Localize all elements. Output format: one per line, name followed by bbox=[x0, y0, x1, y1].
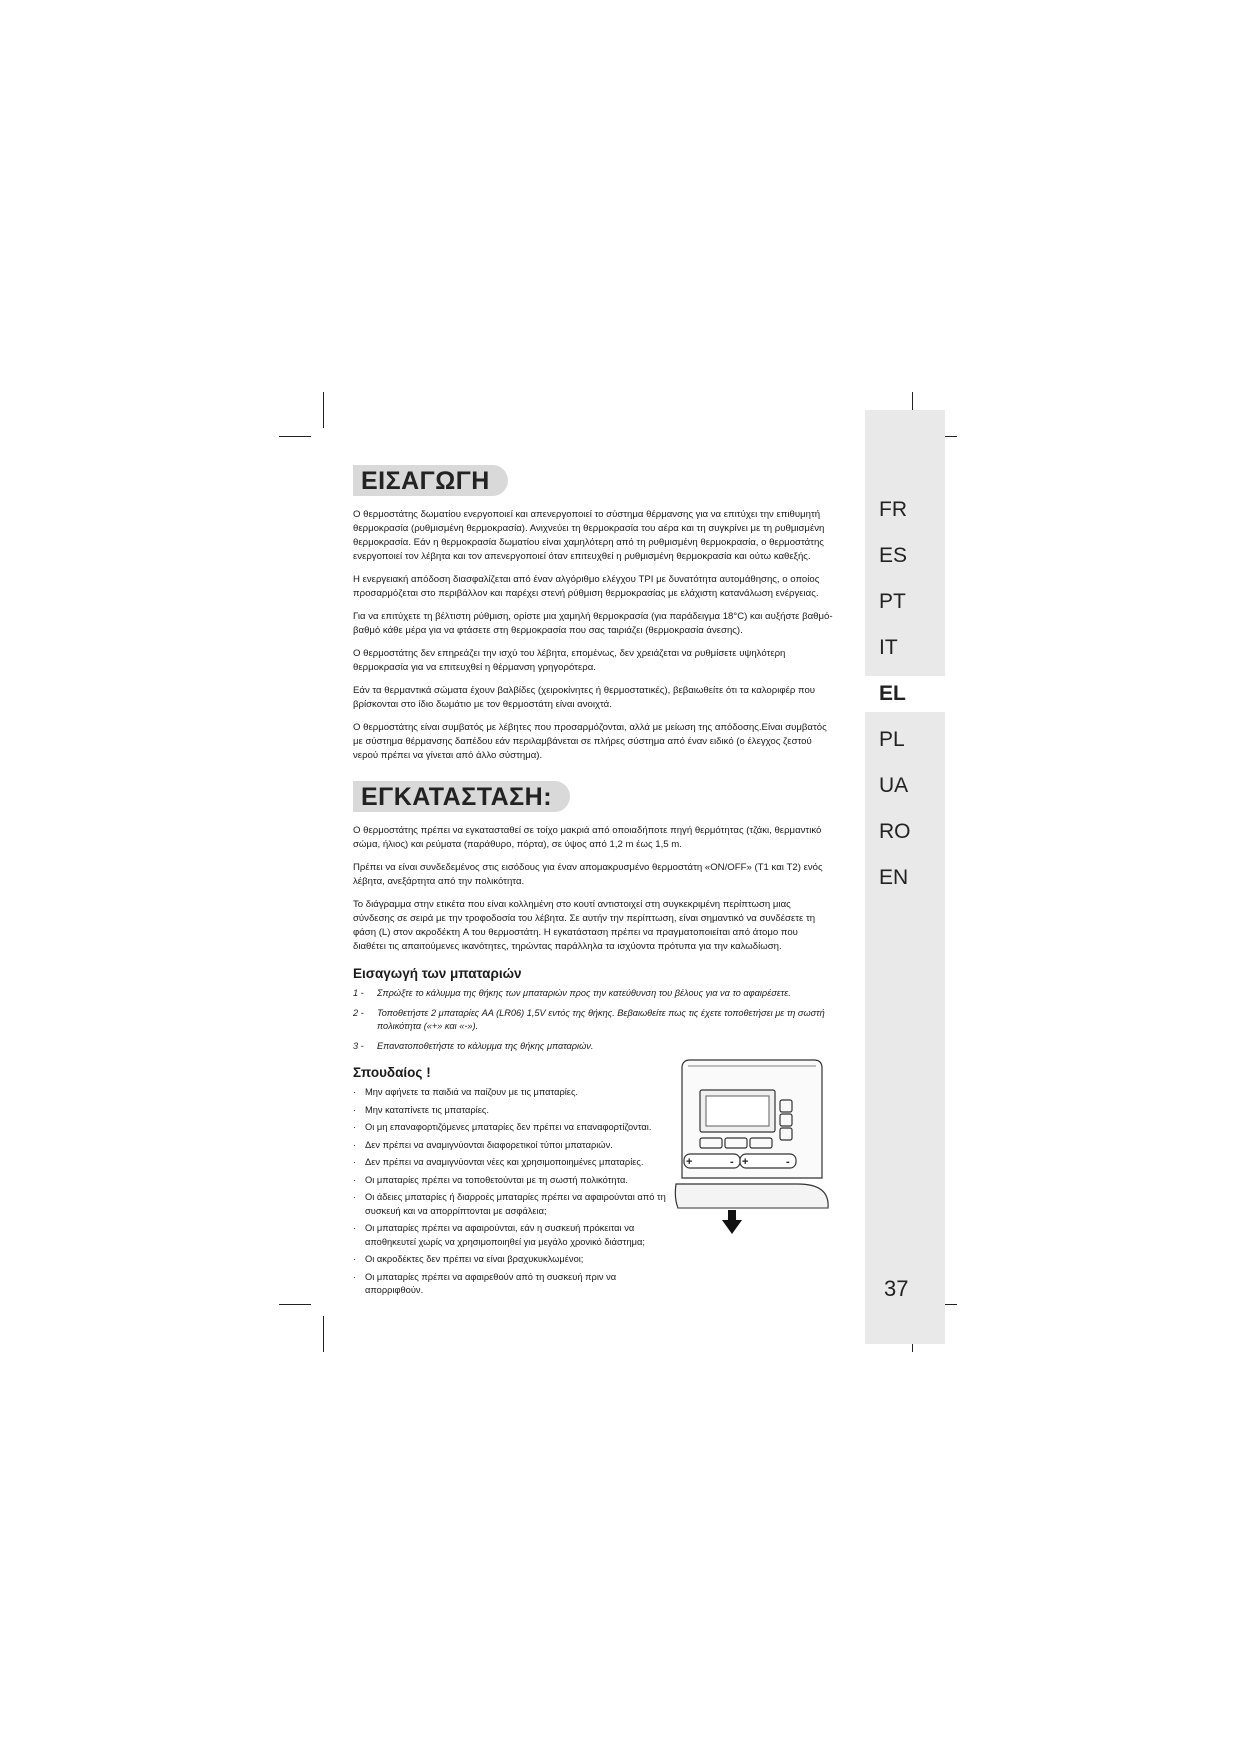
install-paragraph: Πρέπει να είναι συνδεδεμένος στις εισόδους για έναν απομακρυσμένο θερμοστάτη «ON/OFF» (T1 και T2) ενός λέβητα, ανεξάρτητα από την πολικότητα. bbox=[353, 862, 823, 887]
crop-mark bbox=[323, 392, 324, 428]
step-item: 3 - Επανατοποθετήστε το κάλυμμα της θήκης μπαταριών. bbox=[353, 1040, 594, 1051]
lang-tab-it[interactable]: IT bbox=[879, 636, 898, 659]
step-item: 2 - Τοποθετήστε 2 μπαταρίες AA (LR06) 1,5V εντός της θήκης. Βεβαιωθείτε πως τις έχετε τοποθετήσει με τη σωστή πολικότητα («+» και «-»). bbox=[353, 1007, 825, 1031]
warning-list bbox=[353, 1086, 675, 1298]
lang-tab-el-active[interactable]: EL bbox=[859, 676, 945, 712]
warning-item: · Μην αφήνετε τα παιδιά να παίζουν με τις μπαταρίες. bbox=[353, 1086, 675, 1100]
polarity-minus-label: - bbox=[786, 1156, 790, 1168]
intro-paragraph: Ο θερμοστάτης είναι συμβατός με λέβητες που προσαρμόζονται, αλλά με μείωση της απόδοσης.Είναι συμβατός με σύστημα θέρμανσης δαπέδου εάν περιλαμβάνεται σε πλήρες σύστημα από έναν ειδικό (ο έλεγχος ζεστού νερού πρέπει να γίνεται από άλλο σύστημα). bbox=[353, 722, 827, 761]
warning-item: · Οι μπαταρίες πρέπει να αφαιρούνται, εάν η συσκευή πρόκειται να αποθηκευτεί χωρίς να χρησιμοποιηθεί για μεγάλο χρονικό διάστημα; bbox=[353, 1222, 675, 1249]
intro-paragraph: Εάν τα θερμαντικά σώματα έχουν βαλβίδες (χειροκίνητες ή θερμοστατικές), βεβαιωθείτε ότι τα καλοριφέρ που βρίσκονται στο ίδιο δωμάτιο με τον θερμοστάτη είναι ανοιχτά. bbox=[353, 685, 816, 710]
batteries-heading: Εισαγωγή των μπαταριών bbox=[353, 966, 522, 981]
warning-item: · Δεν πρέπει να αναμιγνύονται διαφορετικοί τύποι μπαταριών. bbox=[353, 1139, 675, 1153]
polarity-plus-label: + bbox=[686, 1156, 693, 1168]
crop-mark bbox=[279, 436, 311, 437]
intro-paragraph: Ο θερμοστάτης δεν επηρεάζει την ισχύ του λέβητα, επομένως, δεν χρειάζεται να ρυθμίσετε υψηλότερη θερμοκρασία για να επιτευχθεί η θέρμανση γρηγορότερα. bbox=[353, 648, 786, 673]
warning-item: · Οι μπαταρίες πρέπει να τοποθετούνται με τη σωστή πολικότητα. bbox=[353, 1174, 675, 1188]
polarity-minus-label: - bbox=[730, 1156, 734, 1168]
lang-tab-pt[interactable]: PT bbox=[879, 590, 906, 613]
page-number: 37 bbox=[884, 1276, 909, 1301]
intro-paragraph: Η ενεργειακή απόδοση διασφαλίζεται από έναν αλγόριθμο ελέγχου TPI με δυνατότητα αυτομάθησης, ο οποίος προσαρμόζεται στο περιβάλλον και παρέχει στενή ρύθμιση θερμοκρασίας με ελάχιστη κατανάλωση ενέργειας. bbox=[353, 574, 820, 599]
warning-item: · Οι άδειες μπαταρίες ή διαρροές μπαταρίες πρέπει να αφαιρούνται από τη συσκευή και να απορρίπτονται με ασφάλεια; bbox=[353, 1191, 675, 1218]
intro-heading: ΕΙΣΑΓΩΓΗ bbox=[353, 465, 508, 496]
important-heading: Σπουδαίος ! bbox=[353, 1065, 431, 1080]
install-heading: ΕΓΚΑΤΑΣΤΑΣΗ: bbox=[353, 781, 570, 812]
battery-steps bbox=[353, 987, 833, 1053]
lang-tab-ro[interactable]: RO bbox=[879, 820, 911, 843]
crop-mark bbox=[279, 1304, 311, 1305]
warning-item: · Οι μπαταρίες πρέπει να αφαιρεθούν από τη συσκευή πριν να απορριφθούν. bbox=[353, 1271, 675, 1298]
lang-tab-fr[interactable]: FR bbox=[879, 498, 907, 521]
thermostat-battery-illustration-icon bbox=[672, 1058, 832, 1238]
lang-tab-es[interactable]: ES bbox=[879, 544, 908, 567]
intro-paragraph: Ο θερμοστάτης δωματίου ενεργοποιεί και απενεργοποιεί το σύστημα θέρμανσης για να επιτύχει την επιθυμητή θερμοκρασία (ρυθμισμένη θερμοκρασία). Ανιχνεύει τη θερμοκρασία του αέρα και τη συγκρίνει με τη ρυθμισμένη θερμοκρασία. Εάν η θερμοκρασία δωματίου είναι χαμηλότερη από τη ρυθμισμένη θερμοκρασία, ο θερμοστάτης ενεργοποιεί τον λέβητα και τον απενεργοποιεί όταν επιτευχθεί η ρυθμισμένη θερμοκρασία και ούτω καθεξής. bbox=[353, 509, 825, 562]
install-paragraph: Ο θερμοστάτης πρέπει να εγκατασταθεί σε τοίχο μακριά από οποιαδήποτε πηγή θερμότητας (τζάκι, θερμαντικό σώμα, ήλιος) και ρεύματα (παράθυρο, πόρτα), σε ύψος από 1,2 m έως 1,5 m. bbox=[353, 825, 822, 850]
crop-mark bbox=[323, 1316, 324, 1352]
install-paragraph: Το διάγραμμα στην ετικέτα που είναι κολλημένη στο κουτί αντιστοιχεί στη συγκεκριμένη περίπτωση μιας σύνδεσης σε σειρά με την τροφοδοσία του λέβητα. Σε αυτήν την περίπτωση, είναι σημαντικό να συνδέσετε τη φάση (L) στον ακροδέκτη A του θερμοστάτη. Η εγκατάσταση πρέπει να πραγματοποιείται από άτομο που διαθέτει τις απαιτούμενες ικανότητες, τηρώντας παράλληλα τα ισχύοντα πρότυπα για την καλωδίωση. bbox=[353, 899, 816, 952]
thermostat-illustration bbox=[672, 1058, 832, 1238]
arrow-down-icon bbox=[722, 1210, 742, 1234]
polarity-plus-label: + bbox=[742, 1156, 749, 1168]
lang-tab-en[interactable]: EN bbox=[879, 866, 909, 889]
warning-item: · Οι μη επαναφορτιζόμενες μπαταρίες δεν πρέπει να επαναφορτίζονται. bbox=[353, 1121, 675, 1135]
lang-tab-ua[interactable]: UA bbox=[879, 774, 909, 797]
intro-paragraph: Για να επιτύχετε τη βέλτιστη ρύθμιση, ορίστε μια χαμηλή θερμοκρασία (για παράδειγμα 18°C) και αυξήστε βαθμό-βαθμό κάθε μέρα για να φτάσετε στη θερμοκρασία που σας ταιριάζει (θερμοκρασία άνεσης). bbox=[353, 611, 833, 636]
language-sidebar bbox=[865, 410, 945, 1344]
lang-tab-pl[interactable]: PL bbox=[879, 728, 905, 751]
step-item: 1 - Σπρώξτε το κάλυμμα της θήκης των μπαταριών προς την κατεύθυνση του βέλους για να το αφαιρέσετε. bbox=[353, 988, 791, 998]
warning-item: · Οι ακροδέκτες δεν πρέπει να είναι βραχυκυκλωμένοι; bbox=[353, 1253, 675, 1267]
warning-item: · Μην καταπίνετε τις μπαταρίες. bbox=[353, 1104, 675, 1118]
warning-item: · Δεν πρέπει να αναμιγνύονται νέες και χρησιμοποιημένες μπαταρίες. bbox=[353, 1156, 675, 1170]
